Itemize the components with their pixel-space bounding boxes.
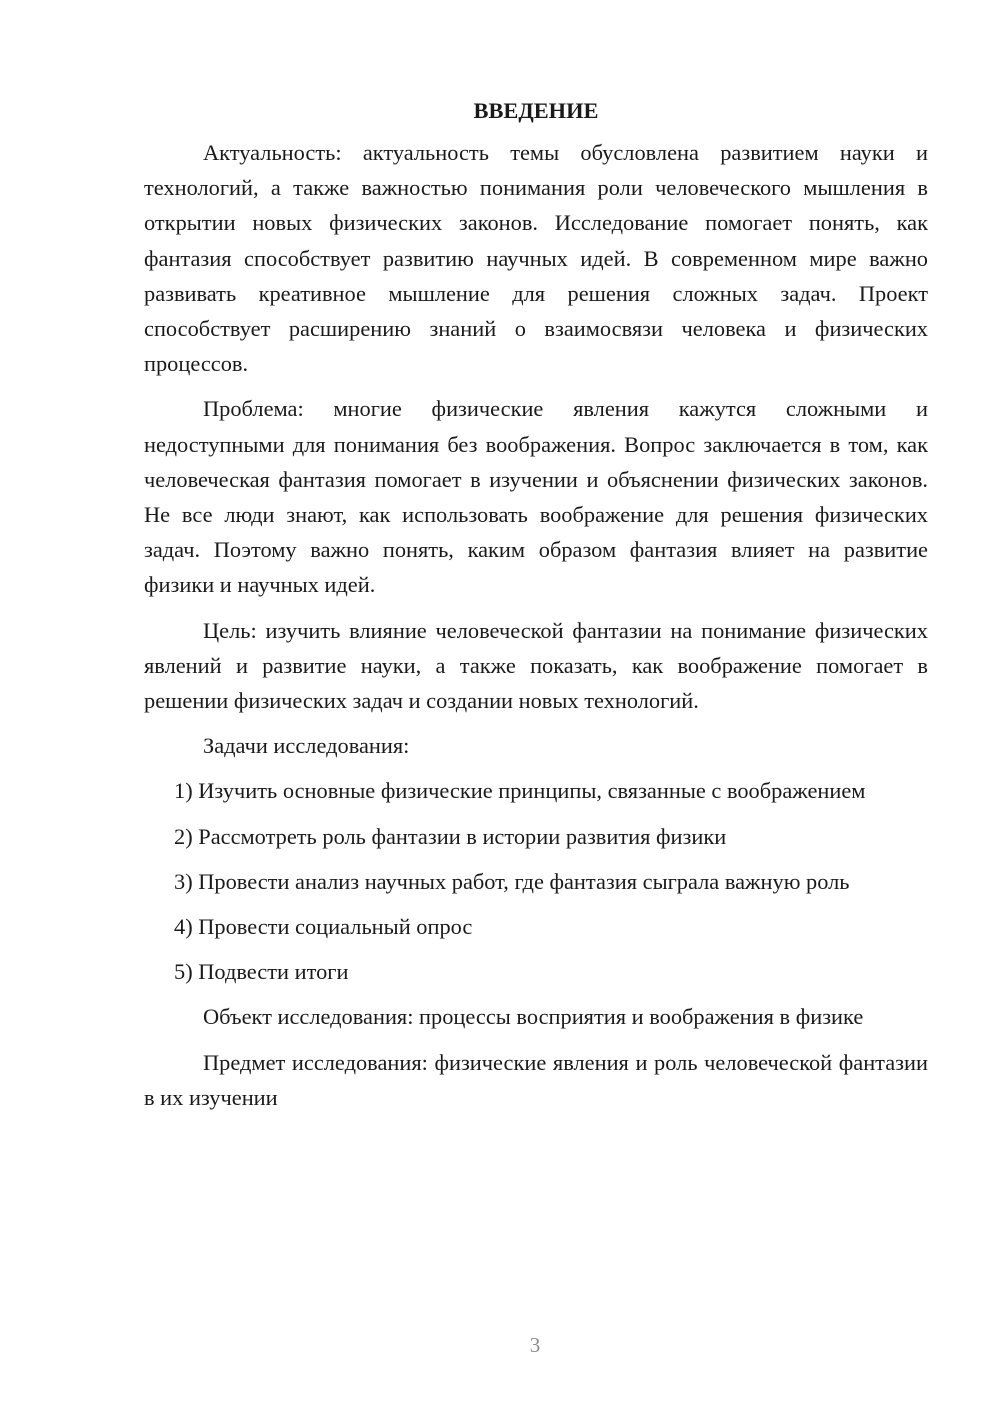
task-item-4: 4) Провести социальный опрос bbox=[174, 914, 473, 940]
task-item-2: 2) Рассмотреть роль фантазии в истории развития физики bbox=[174, 823, 727, 849]
paragraph-problem: Проблема: многие физические явления кажутся сложными и недоступными для понимания без воображения. Вопрос заключается в том, как человеческая фантазия помогает в изучении и объяснении физических законов. Не все люди знают, как использовать воображение для решения физических задач. Поэтому важно понять, каким образом фантазия влияет на развитие физики и научных идей. bbox=[144, 396, 928, 598]
document-page bbox=[144, 96, 928, 1125]
paragraph-relevance: Актуальность: актуальность темы обусловлена развитием науки и технологий, а также важностью понимания роли человеческого мышления в открытии новых физических законов. Исследование помогает понять, как фантазия способствует развитию научных идей. В современном мире важно развивать креативное мышление для решения сложных задач. Проект способствует расширению знаний о взаимосвязи человека и физических процессов. bbox=[144, 140, 928, 377]
paragraph-subject: Предмет исследования: физические явления и роль человеческой фантазии в их изучении bbox=[144, 1049, 928, 1110]
page-title: ВВЕДЕНИЕ bbox=[473, 98, 599, 123]
task-item-5: 5) Подвести итоги bbox=[174, 959, 349, 985]
page-number: 3 bbox=[529, 1333, 541, 1357]
task-item-3: 3) Провести анализ научных работ, где фантазия сыграла важную роль bbox=[174, 868, 850, 894]
paragraph-goal: Цель: изучить влияние человеческой фантазии на понимание физических явлений и развитие науки, а также показать, как воображение помогает в решении физических задач и создании новых технологий. bbox=[144, 617, 928, 714]
paragraph-tasks-heading: Задачи исследования: bbox=[203, 733, 410, 759]
task-item-1: 1) Изучить основные физические принципы, связанные с воображением bbox=[174, 778, 866, 804]
paragraph-object: Объект исследования: процессы восприятия и воображения в физике bbox=[203, 1004, 864, 1030]
